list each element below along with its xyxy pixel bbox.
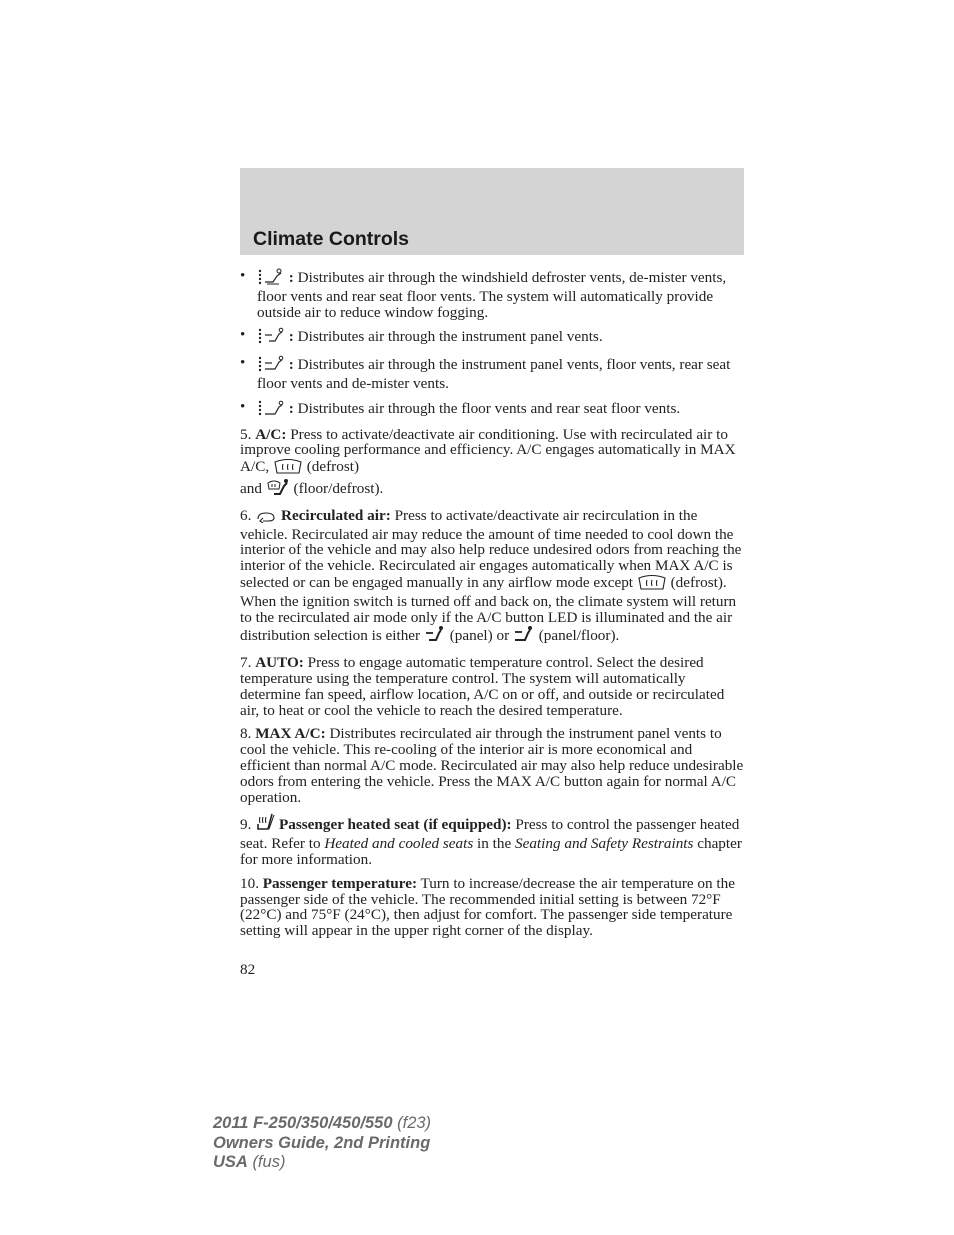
panel-floor-mode-icon <box>257 355 285 376</box>
footer-guide: Owners Guide, 2nd Printing <box>213 1133 431 1152</box>
panel-icon <box>424 625 446 647</box>
item-label: Passenger temperature: <box>262 874 417 892</box>
footer-model: 2011 F-250/350/450/550 <box>213 1114 393 1132</box>
item-label: Passenger heated seat (if equipped): <box>278 816 512 834</box>
item-text: (defrost) <box>306 458 360 476</box>
footer-guide-line <box>213 1134 431 1154</box>
item-passenger-temperature <box>240 876 746 939</box>
item-text: Press to activate/deactivate air conditioning. Use with recirculated air to improve cooling performance and efficiency. A/C engages automatically in MAX A/C, <box>240 425 736 476</box>
bullet-separator: : <box>288 269 294 286</box>
panel-floor-icon <box>513 625 535 647</box>
item-number: 9. <box>240 816 252 834</box>
footer-region: USA <box>213 1153 248 1171</box>
floor-mode-icon <box>257 399 285 420</box>
item-text: Press to engage automatic temperature control. Select the desired temperature using the temperature control. The system will automatically determine fan speed, airflow location, A/C on or off, and outside or recirculated air, to heat or cool the vehicle to reach the desired temperature. <box>240 654 725 719</box>
cross-reference: Seating and Safety Restraints <box>515 835 694 853</box>
item-label: A/C: <box>255 425 287 443</box>
floor-defrost-icon <box>266 478 290 500</box>
bullet-separator: : <box>288 328 294 346</box>
item-text: Distributes recirculated air through the instrument panel vents to cool the vehicle. This re-cooling of the interior air is more economical and efficient than normal A/C mode. Recirculated air may also help reduce undesirable odors from entering the vehicle. Press the MAX A/C button again for normal A/C operation. <box>240 725 744 806</box>
item-ac <box>240 427 746 500</box>
item-number: 6. <box>240 506 252 524</box>
footer-region-line <box>213 1153 431 1173</box>
item-number: 10. <box>240 874 259 892</box>
bullet-panel-floor <box>240 355 746 392</box>
bullet-floor <box>240 399 746 420</box>
page-content <box>240 268 746 947</box>
item-text: chapter for more information. <box>240 835 742 868</box>
item-auto <box>240 655 746 718</box>
bullet-text: Distributes air through the instrument panel vents. <box>297 328 603 346</box>
bullet-separator: : <box>288 356 294 374</box>
item-text: (panel/floor). <box>538 627 620 645</box>
bullet-text: Distributes air through the floor vents and rear seat floor vents. <box>297 399 681 417</box>
bullet-text: Distributes air through the windshield defroster vents, de-mister vents, floor vents and rear seat floor vents. The system will automatically provide outside air to reduce window fogging. <box>257 269 727 321</box>
bullet-text: Distributes air through the instrument panel vents, floor vents, rear seat floor vents and de-mister vents. <box>257 356 731 392</box>
item-recirculated-air <box>240 508 746 647</box>
cross-reference: Heated and cooled seats <box>324 835 474 853</box>
section-title: Climate Controls <box>253 228 410 250</box>
item-text: (floor/defrost). <box>293 479 384 497</box>
item-passenger-heated-seat <box>240 813 746 867</box>
floor-defrost-mode-icon <box>257 268 285 289</box>
footer-region-code: (fus) <box>252 1153 286 1171</box>
defrost-icon <box>637 574 667 594</box>
item-label: Recirculated air: <box>280 506 391 524</box>
item-text: Turn to increase/decrease the air temperature on the passenger side of the vehicle. The recommended initial setting is between 72°F (22°C) and 75°F (24°C), then adjust for comfort. The passenger side temperature setting will appear in the upper right corner of the display. <box>240 874 735 940</box>
bullet-floor-defrost <box>240 268 746 320</box>
item-label: AUTO: <box>255 654 304 672</box>
item-text: Press to activate/deactivate air recirculation in the vehicle. Recirculated air may reduce the amount of time needed to cool down the interior of the vehicle and may also help reduce undesired odors from reaching the interior of the vehicle. Recirculated air engages automatically when MAX A/C is selected or can be engaged manually in any airflow mode except <box>240 506 742 591</box>
item-number: 7. <box>240 654 252 672</box>
item-number: 8. <box>240 725 252 743</box>
bullet-separator: : <box>288 399 294 417</box>
heated-seat-icon <box>255 813 275 836</box>
bullet-panel <box>240 327 746 348</box>
bullet-dot: • <box>240 397 246 415</box>
item-text: Press to control the passenger heated seat. Refer to <box>240 816 740 853</box>
item-text: and <box>240 479 262 497</box>
recirculation-icon <box>255 511 277 527</box>
defrost-icon <box>273 458 303 478</box>
item-label: MAX A/C: <box>255 725 326 743</box>
bullet-dot: • <box>240 354 246 372</box>
item-number: 5. <box>240 425 252 443</box>
footer <box>213 1114 431 1173</box>
footer-model-code: (f23) <box>397 1114 432 1132</box>
item-max-ac <box>240 726 746 805</box>
item-text: (defrost). When the ignition switch is turned off and back on, the climate system will return to the recirculated air mode only if the A/C button LED is illuminated and the air distribution selection is either <box>240 573 737 645</box>
bullet-dot: • <box>240 267 246 284</box>
bullet-dot: • <box>240 326 246 344</box>
item-text: (panel) or <box>449 627 510 645</box>
panel-mode-icon <box>257 327 285 348</box>
item-text: in the <box>477 835 512 853</box>
page-number: 82 <box>240 961 256 978</box>
footer-model-line <box>213 1114 431 1134</box>
